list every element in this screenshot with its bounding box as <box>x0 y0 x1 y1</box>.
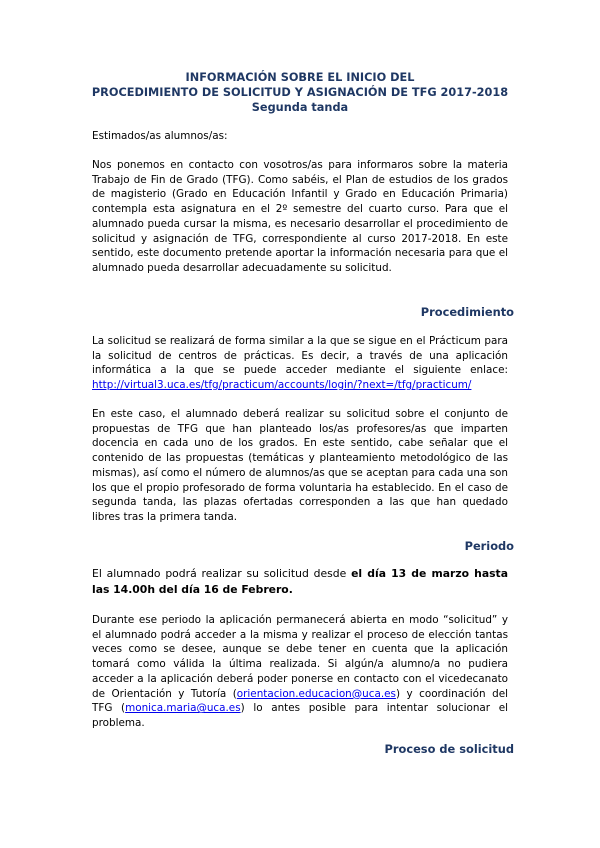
periodo-text-end: ) lo antes posible para intentar solucionar el problema. <box>92 702 508 729</box>
document-title <box>60 70 540 115</box>
periodo-paragraph-2 <box>92 613 508 731</box>
section-heading-proceso: Proceso de solicitud <box>384 742 514 756</box>
periodo-dates: el día 13 de marzo hasta las 14.00h del día 16 de Febrero. <box>92 567 508 596</box>
section-heading-procedimiento: Procedimiento <box>420 305 514 319</box>
periodo-intro-text: El alumnado podrá realizar su solicitud desde <box>92 567 347 580</box>
periodo-text-start: Durante ese periodo la aplicación permanecerá abierta en modo “solicitud” y el alumnado podrá acceder a la misma y realizar el proceso de elección tantas veces como se desee, aunque se debe tener en cuenta que la aplicación tomará como válida la última realizada. Si algún/a alumno/a no pudiera acceder a la aplicación deberá poder ponerse en contacto con el vicedecanato de Orientación y Tutoría ( <box>92 614 508 700</box>
orientacion-email-link[interactable]: orientacion.educacion@uca.es <box>236 687 396 700</box>
title-line-2: PROCEDIMIENTO DE SOLICITUD Y ASIGNACIÓN DE TFG 2017-2018 <box>91 86 509 99</box>
intro-paragraph: Nos ponemos en contacto con vosotros/as para informaros sobre la materia Trabajo de Fin de Grado (TFG). Como sabéis, el Plan de estudios de los grados de magisterio (Grado en Educación Infantil y Grado en Educación Primaria) contempla esta asignatura en el 2º semestre del cuarto curso. Para que el alumnado pueda cursar la misma, es necesario desarrollar el procedimiento de solicitud y asignación de TFG, correspondiente al curso 2017-2018. En este sentido, este documento pretende aportar la información necesaria para que el alumnado pueda desarrollar adecuadamente su solicitud. <box>92 159 508 274</box>
practicum-login-link[interactable]: http://virtual3.uca.es/tfg/practicum/accounts/login/?next=/tfg/practicum/ <box>92 379 472 392</box>
coordinacion-email-link[interactable]: monica.maria@uca.es <box>125 702 241 715</box>
greeting: Estimados/as alumnos/as: <box>92 130 228 142</box>
procedimiento-paragraph-1 <box>92 334 508 393</box>
title-line-3: Segunda tanda <box>251 101 349 114</box>
title-line-1: INFORMACIÓN SOBRE EL INICIO DEL <box>185 71 415 84</box>
procedimiento-paragraph-2: En este caso, el alumnado deberá realizar su solicitud sobre el conjunto de propuestas de TFG que han planteado los/as profesores/as que imparten docencia en cada uno de los grados. En este sentido, cabe señalar que el contenido de las propuestas (temáticas y planteamiento metodológico de las mismas), así como el número de alumnos/as que se aceptan para cada una son los que el propio profesorado de forma voluntaria ha establecido. En el caso de segunda tanda, las plazas ofertadas corresponden a las que han quedado libres tras la primera tanda. <box>92 408 508 523</box>
section-heading-periodo: Periodo <box>464 539 514 553</box>
periodo-paragraph-1 <box>92 566 508 597</box>
procedimiento-text: La solicitud se realizará de forma similar a la que se sigue en el Prácticum para la solicitud de centros de prácticas. Es decir, a través de una aplicación informática a la que se puede acceder mediante el siguiente enlace: <box>92 335 508 377</box>
periodo-text-middle: ) y coordinación del TFG ( <box>92 687 508 715</box>
